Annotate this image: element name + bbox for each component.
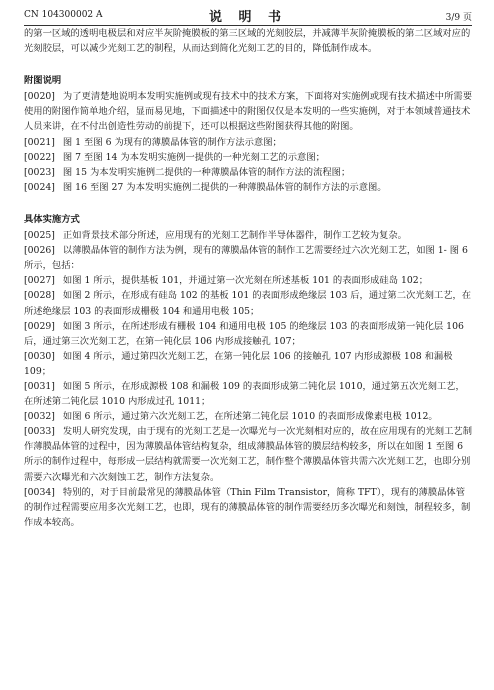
- paragraph-number: [0030]: [24, 350, 55, 362]
- header-rule: [24, 25, 472, 26]
- paragraph-text: 如图 6 所示，通过第六次光刻工艺，在所述第二钝化层 1010 的表面形成像素电极 1012。: [62, 411, 438, 423]
- paragraph-number: [0020]: [24, 91, 55, 103]
- paragraph: [24, 485, 472, 530]
- paragraph-number: [0025]: [24, 230, 55, 242]
- page-number: 3/9 页: [445, 13, 472, 23]
- paragraph: [24, 273, 472, 288]
- intro-paragraph: 的第一区域的透明电极层和对应半灰阶掩膜板的第三区域的光刻胶层，并减薄半灰阶掩膜板的第二区域对应的光刻胶层，可以减少光刻工艺的制程，从而达到简化光刻工艺的目的，降低制作成本。: [24, 28, 471, 55]
- paragraph-text: 以薄膜晶体管的制作方法为例，现有的薄膜晶体管的制作工艺需要经过六次光刻工艺，如图 1- 图 6 所示，包括：: [24, 245, 468, 272]
- paragraph-number: [0027]: [24, 275, 55, 287]
- paragraph-number: [0028]: [24, 290, 55, 302]
- paragraph: [24, 89, 472, 134]
- paragraph-text: 为了更清楚地说明本发明实施例或现有技术中的技术方案，下面将对实施例或现有技术描述中所需要使用的附图作简单地介绍，显而易见地，下面描述中的附图仅仅是本发明的一些实施例，对于本领域普通技术人员来讲，在不付出创造性劳动的前提下，还可以根据这些附图获得其他的附图。: [24, 91, 472, 133]
- paragraph-number: [0021]: [24, 136, 55, 148]
- paragraph-text: 如图 3 所示，在所述形成有栅极 104 和通用电极 105 的绝缘层 103 的表面形成第一钝化层 106 后，通过第三次光刻工艺，在第一钝化层 106 内形成接触孔 107；: [24, 320, 464, 347]
- paragraph: [24, 424, 472, 484]
- paragraph: [24, 180, 472, 195]
- paragraph-number: [0024]: [24, 181, 55, 193]
- paragraph-text: 图 15 为本发明实施例二提供的一种薄膜晶体管的制作方法的流程图；: [62, 166, 351, 178]
- paragraph-text: 如图 2 所示，在形成有硅岛 102 的基板 101 的表面形成绝缘层 103 后，通过第二次光刻工艺，在所述绝缘层 103 的表面形成栅极 104 和通用电极 105；: [24, 290, 472, 317]
- doc-number: CN 104300002 A: [24, 10, 103, 20]
- paragraph-text: 如图 1 所示，提供基板 101，并通过第一次光刻在所述基板 101 的表面形成硅岛 102；: [62, 275, 429, 287]
- figures-section: [24, 89, 472, 195]
- paragraph: [24, 243, 472, 273]
- page-header: [24, 0, 472, 26]
- paragraph-number: [0022]: [24, 151, 55, 163]
- paragraph-text: 如图 4 所示，通过第四次光刻工艺，在第一钝化层 106 的接触孔 107 内形成源极 108 和漏极 109；: [24, 350, 453, 377]
- document-body: [24, 26, 472, 530]
- paragraph-text: 发明人研究发现，由于现有的光刻工艺是一次曝光与一次光刻相对应的，故在应用现有的光刻工艺制作薄膜晶体管的过程中，因为薄膜晶体管结构复杂，组成薄膜晶体管的膜层结构较多，所以在如图 1 至图 6 所示的制作过程中，每形成一层结构就需要一次光刻工艺，制作整个薄膜晶体管共需六次光刻工艺，也即分别需要六次曝光和六次刻蚀工艺，制作方法复杂。: [24, 426, 472, 483]
- page-title: 说 明 书: [208, 10, 288, 25]
- paragraph: [24, 379, 472, 409]
- paragraph-text: 图 1 至图 6 为现有的薄膜晶体管的制作方法示意图；: [62, 136, 282, 148]
- paragraph: [24, 165, 472, 180]
- paragraph-number: [0034]: [24, 486, 55, 498]
- paragraph: [24, 349, 472, 379]
- paragraph-number: [0023]: [24, 166, 55, 178]
- paragraph-text: 特别的，对于目前最常见的薄膜晶体管（Thin Film Transistor，简称 TFT），现有的薄膜晶体管的制作过程需要应用多次光刻工艺，也即，现有的薄膜晶体管的制作需要经历多次曝光和刻蚀，制程较多，制作成本较高。: [24, 486, 471, 528]
- paragraph: [24, 409, 472, 424]
- paragraph-number: [0029]: [24, 320, 55, 332]
- section-heading-figures: 附图说明: [24, 75, 62, 87]
- paragraph-text: 正如背景技术部分所述，应用现有的光刻工艺制作半导体器件，制作工艺较为复杂。: [62, 230, 407, 242]
- section-heading-embodiments: 具体实施方式: [24, 213, 80, 225]
- paragraph: [24, 150, 472, 165]
- paragraph-text: 如图 5 所示，在形成源极 108 和漏极 109 的表面形成第二钝化层 1010，通过第五次光刻工艺，在所述第二钝化层 1010 内形成过孔 1011；: [24, 380, 465, 408]
- paragraph: [24, 319, 472, 349]
- paragraph: [24, 135, 472, 150]
- paragraph: [24, 288, 472, 318]
- paragraph-text: 图 16 至图 27 为本发明实施例二提供的一种薄膜晶体管的制作方法的示意图。: [62, 181, 387, 193]
- paragraph-number: [0026]: [24, 245, 55, 257]
- paragraph-number: [0033]: [24, 426, 55, 438]
- paragraph-number: [0032]: [24, 411, 55, 423]
- paragraph-text: 图 7 至图 14 为本发明实施例一提供的一种光刻工艺的示意图；: [62, 151, 325, 163]
- embodiments-section: [24, 228, 472, 530]
- paragraph: [24, 228, 472, 243]
- paragraph-number: [0031]: [24, 380, 55, 392]
- figure-list: [24, 135, 472, 195]
